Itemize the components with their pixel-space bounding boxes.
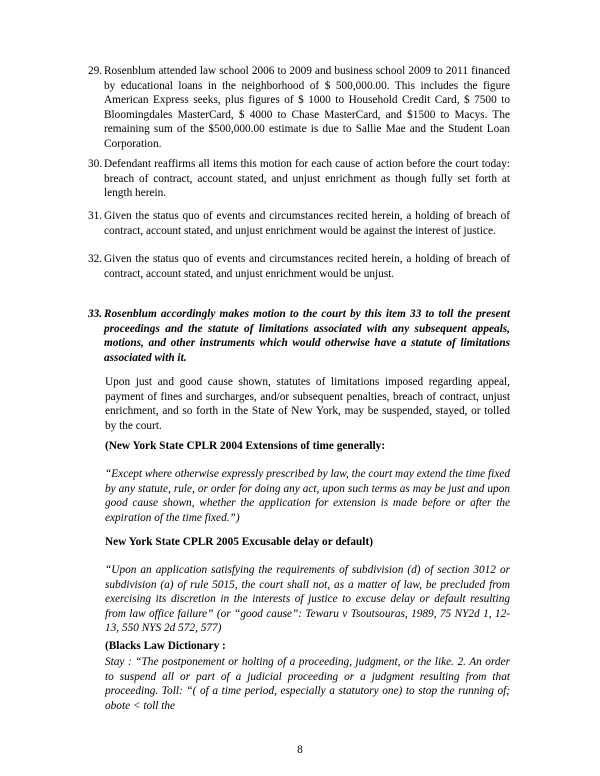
list-item-29	[88, 64, 510, 152]
list-item-31	[88, 209, 510, 238]
tolling-paragraph: Upon just and good cause shown, statutes of limitations imposed regarding appeal, payment of fines and surcharges, and/or subsequent penalties, breach of contract, unjust enrichment, and so forth in the State of New York, may be suspended, stayed, or tolled by the court.	[105, 376, 510, 432]
item-number: 33.	[88, 308, 103, 320]
item-text: Defendant reaffirms all items this motion for each cause of action before the court today: breach of contract, account stated, and unjust enrichment as though fully set forth at length herein.	[104, 158, 510, 200]
cplr-2004-heading: (New York State CPLR 2004 Extensions of time generally:	[105, 440, 386, 452]
blacks-law-heading: (Blacks Law Dictionary :	[105, 640, 226, 652]
list-item-30	[88, 157, 510, 201]
item-text: Rosenblum attended law school 2006 to 2009 and business school 2009 to 2011 financed by educational loans in the neighborhood of $ 500,000.00. This includes the figure American Express seeks, plus figures of $ 1000 to Household Credit Card, $ 7500 to Bloomingdales MasterCard, $ 4000 to Chase MasterCard, and $1500 to Macys. The remaining sum of the $500,000.00 estimate is due to Sallie Mae and the Student Loan Corporation.	[104, 65, 510, 150]
item-number: 32.	[88, 253, 103, 265]
item-text: Given the status quo of events and circumstances recited herein, a holding of breach of contract, account stated, and unjust enrichment would be against the interest of justice.	[104, 210, 510, 237]
cplr-2005-quote: “Upon an application satisfying the requirements of subdivision (d) of section 3012 or subdivision (a) of rule 5015, the court shall not, as a matter of law, be precluded from exercising its discretion in the interests of justice to excuse delay or default resulting from law office failure” (or “good cause”: Tewaru v Tsoutsouras, 1989, 75 NY2d 1, 12-13, 550 NYS 2d 572, 577)	[105, 564, 510, 635]
item-number: 29.	[88, 65, 103, 77]
cplr-2005-heading: New York State CPLR 2005 Excusable delay or default)	[105, 536, 373, 548]
item-number: 31.	[88, 210, 103, 222]
cplr-2004-quote: “Except where otherwise expressly prescribed by law, the court may extend the time fixed by any statute, rule, or order for doing any act, upon such terms as may be just and upon good cause shown, whether the application for extension is made before or after the expiration of the time fixed.”)	[105, 468, 510, 524]
list-item-33	[88, 307, 510, 365]
page-number: 8	[297, 744, 303, 756]
item-text: Rosenblum accordingly makes motion to the court by this item 33 to toll the present proceedings and the statute of limitations associated with any subsequent appeals, motions, and other instruments which would otherwise have a statute of limitations associated with it.	[104, 308, 510, 364]
item-number: 30.	[88, 158, 103, 170]
item-text: Given the status quo of events and circumstances recited herein, a holding of breach of contract, account stated, and unjust enrichment would be unjust.	[104, 253, 510, 280]
list-item-32	[88, 252, 510, 281]
blacks-law-quote: Stay : “The postponement or holting of a proceeding, judgment, or the like. 2. An order to suspend all or part of a judicial proceeding or a judgment resulting from that proceeding. Toll: “( of a time period, especially a statutory one) to stop the running of; obote < toll the	[105, 656, 510, 712]
